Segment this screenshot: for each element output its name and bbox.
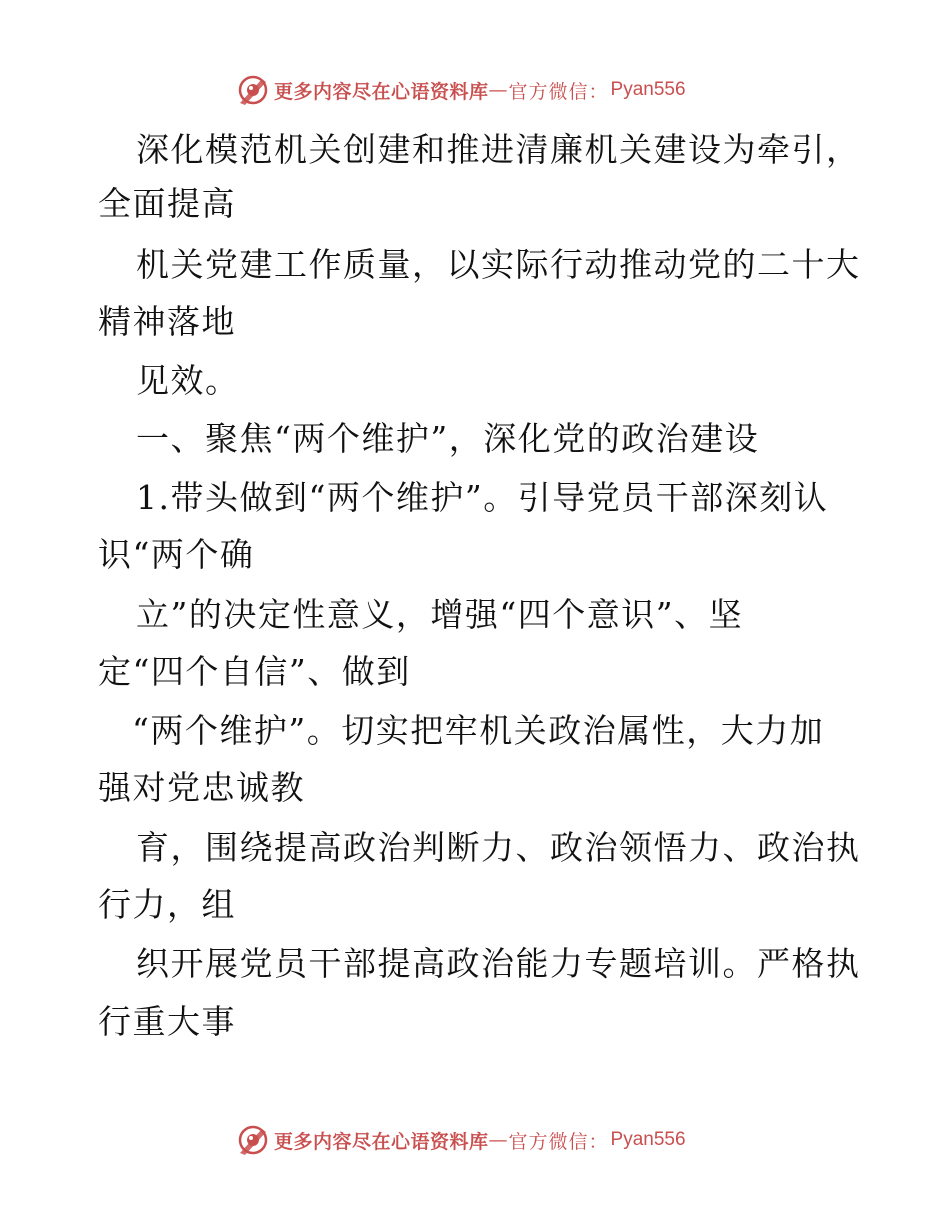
body-line: 见效。: [136, 361, 240, 400]
header-wechat-id: Pyan556: [610, 79, 686, 100]
body-line: 识“两个确: [98, 535, 255, 574]
body-line: 全面提高: [98, 184, 236, 223]
pen-logo-icon: [236, 1123, 270, 1157]
footer-dash: —: [488, 1129, 509, 1151]
body-line: 深化模范机关创建和推进清廉机关建设为牵引，: [136, 130, 861, 169]
body-line: 精神落地: [98, 302, 236, 341]
body-line: 织开展党员干部提高政治能力专题培训。严格执: [136, 944, 861, 983]
body-line: 1.带头做到“两个维护”。引导党员干部深刻认: [136, 478, 829, 517]
body-line: 强对党忠诚教: [98, 768, 305, 807]
footer-site-text: 更多内容尽在心语资料库: [274, 1130, 489, 1153]
footer-wechat-label: 官方微信：: [508, 1130, 609, 1153]
body-line: “两个维护”。切实把牢机关政治属性，大力加: [132, 711, 825, 750]
header-watermark-banner: [236, 72, 686, 108]
body-line: 机关党建工作质量，以实际行动推动党的二十大: [136, 245, 861, 284]
body-line: 行力，组: [98, 885, 236, 924]
pen-logo-icon: [236, 73, 270, 107]
section-heading: 一、聚焦“两个维护”，深化党的政治建设: [136, 419, 760, 458]
header-site-text: 更多内容尽在心语资料库: [274, 80, 489, 103]
header-wechat-label: 官方微信：: [508, 80, 609, 103]
body-line: 定“四个自信”、做到: [98, 652, 411, 691]
body-line: 立”的决定性意义，增强“四个意识”、坚: [136, 595, 744, 634]
footer-wechat-id: Pyan556: [610, 1129, 686, 1150]
body-line: 行重大事: [98, 1002, 236, 1041]
body-line: 育，围绕提高政治判断力、政治领悟力、政治执: [136, 828, 861, 867]
footer-watermark-banner: [236, 1122, 686, 1158]
header-dash: —: [488, 79, 509, 101]
